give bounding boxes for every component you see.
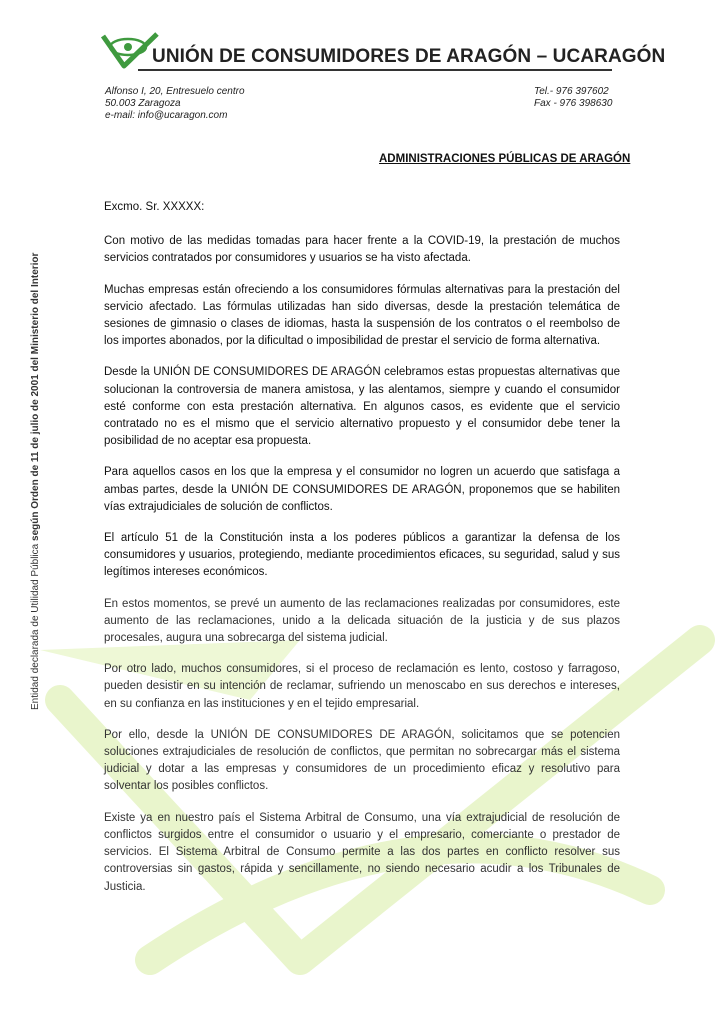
paragraph-4: Para aquellos casos en los que la empresa y el consumidor no logren un acuerdo que satisfaga a ambas partes, desde la UNIÓN DE CONSUMIDORES DE ARAGÓN, proponemos que se habiliten vías extrajudiciales de solución de conflictos. bbox=[104, 466, 620, 513]
ucaragon-logo bbox=[100, 30, 160, 70]
paragraph-8: Por ello, desde la UNIÓN DE CONSUMIDORES DE ARAGÓN, solicitamos que se potencien soluciones extrajudiciales de resolución de conflictos, que permitan no sobrecargar más el sistema judicial y dotar a las empresas y consumidores de un procedimiento eficaz y resolutivo para solventar los posibles conflictos. bbox=[104, 728, 620, 793]
sidebar-text-regular: Entidad declarada de Utilidad Pública bbox=[30, 543, 41, 710]
letter-body bbox=[104, 199, 620, 910]
sidebar-legal-text bbox=[30, 253, 41, 710]
phone: Tel.- 976 397602 bbox=[534, 86, 609, 97]
address-line-1: Alfonso I, 20, Entresuelo centro bbox=[105, 86, 245, 97]
paragraph-3: Desde la UNIÓN DE CONSUMIDORES DE ARAGÓN celebramos estas propuestas alternativas que solucionan la controversia de manera amistosa, y las alentamos, siempre y cuando el consumidor esté conforme con esta prestación alternativa. En algunos casos, es evidente que el servicio contratado no es el mismo que el servicio alternativo propuesto y el consumidor debe tener la posibilidad de no aceptar esa propuesta. bbox=[104, 366, 620, 448]
header-rule bbox=[138, 69, 612, 71]
address-block bbox=[105, 86, 245, 122]
paragraph-2: Muchas empresas están ofreciendo a los consumidores fórmulas alternativas para la prestación del servicio afectado. Las fórmulas utilizadas han sido diversas, desde la prestación telemática de sesiones de gimnasio o clases de idiomas, hasta la suspensión de los contratos o el reembolso de los importes abonados, por la dificultad o imposibilidad de prestar el servicio de forma alternativa. bbox=[104, 283, 620, 348]
paragraph-1: Con motivo de las medidas tomadas para hacer frente a la COVID-19, la prestación de muchos servicios contratados por consumidores y usuarios se ha visto afectada. bbox=[104, 235, 620, 265]
email: e-mail: info@ucaragon.com bbox=[105, 110, 228, 121]
paragraph-6: En estos momentos, se prevé un aumento de las reclamaciones realizadas por consumidores, este aumento de las reclamaciones, unido a la delicada situación de la justicia y de sus plazos procesales, augura una sobrecarga del sistema judicial. bbox=[104, 597, 620, 645]
salutation: Excmo. Sr. XXXXX: bbox=[104, 201, 205, 213]
recipient: ADMINISTRACIONES PÚBLICAS DE ARAGÓN bbox=[379, 153, 631, 165]
sidebar-text-bold: según Orden de 11 de julio de 2001 del Ministerio del Interior bbox=[30, 252, 41, 544]
paragraph-5: El artículo 51 de la Constitución insta a los poderes públicos a garantizar la defensa de los consumidores y usuarios, protegiendo, mediante procedimientos eficaces, su seguridad, salud y sus legítimos intereses económicos. bbox=[104, 532, 620, 579]
org-name: UNIÓN DE CONSUMIDORES DE ARAGÓN – UCARAGÓN bbox=[152, 46, 666, 67]
fax: Fax - 976 398630 bbox=[534, 98, 613, 109]
address-line-2: 50.003 Zaragoza bbox=[105, 98, 181, 109]
phone-block bbox=[534, 86, 612, 110]
paragraph-9: Existe ya en nuestro país el Sistema Arbitral de Consumo, una vía extrajudicial de resolución de conflictos surgidos entre el consumidor o usuario y el empresario, comerciante o prestador de servicios. El Sistema Arbitral de Consumo permite a las dos partes en conflicto resolver sus controversias sin gastos, rápida y sencillamente, no siendo necesario acudir a los Tribunales de Justicia. bbox=[104, 811, 620, 893]
paragraph-7: Por otro lado, muchos consumidores, si el proceso de reclamación es lento, costoso y farragoso, pueden desistir en su intención de reclamar, sufriendo un menoscabo en sus derechos e intereses, en su confianza en las instituciones y en el tejido empresarial. bbox=[104, 663, 620, 710]
